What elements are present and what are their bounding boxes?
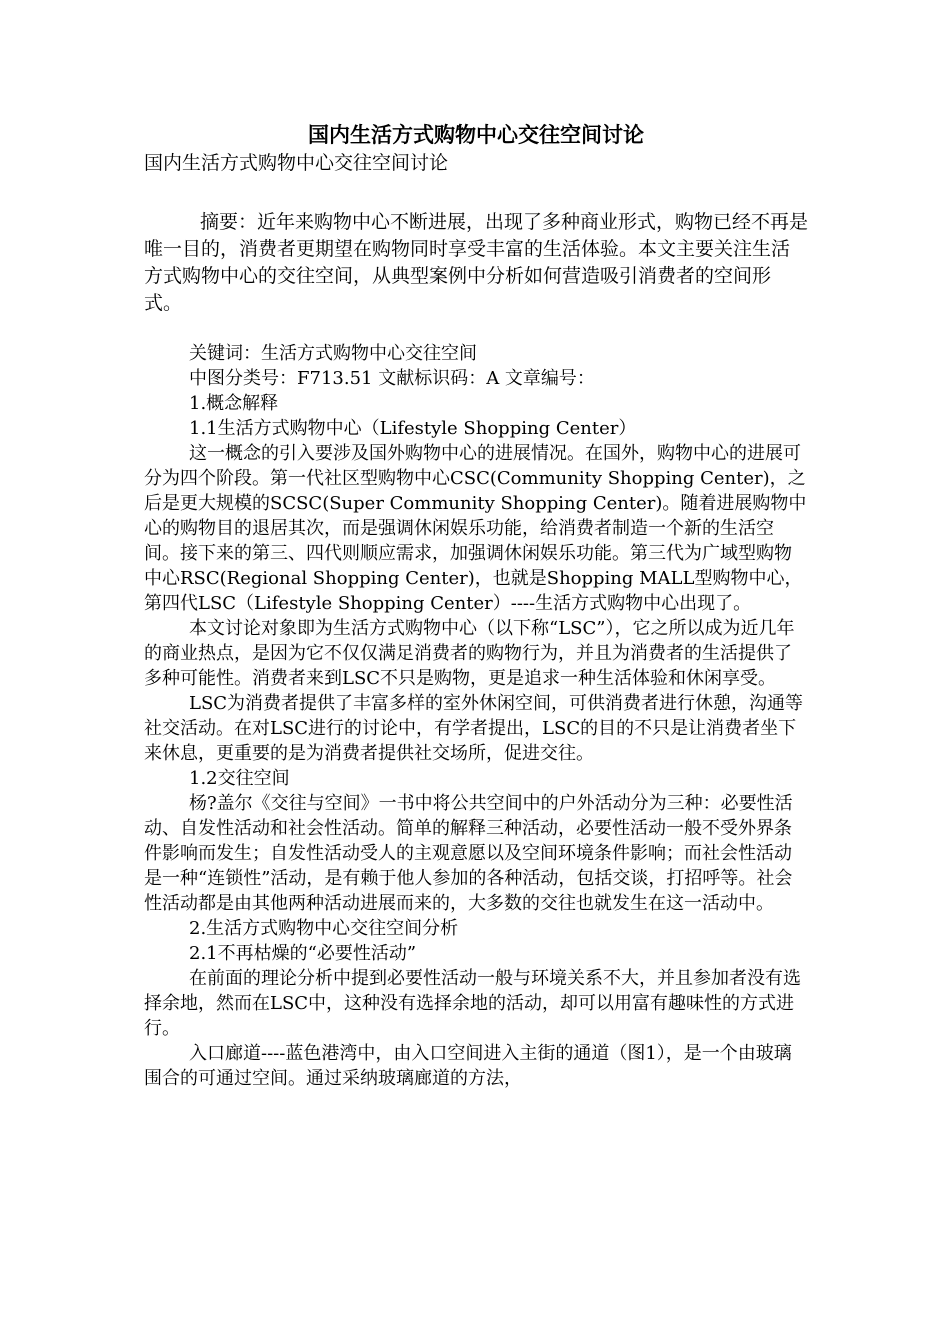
body-paragraph: 本文讨论对象即为生活方式购物中心（以下称“LSC”），它之所以成为近几年的商业热点，是因为它不仅仅满足消费者的购物行为，并且为消费者的生活提供了多种可能性。消费者来到LSC不只是购物，更是追求一种生活体验和休闲享受。: [144, 618, 795, 689]
keywords-line: 关键词：生活方式购物中心交往空间: [189, 343, 477, 364]
abstract-paragraph: 摘要：近年来购物中心不断进展，出现了多种商业形式，购物已经不再是唯一目的，消费者更期望在购物同时享受丰富的生活体验。本文主要关注生活方式购物中心的交往空间，从典型案例中分析如何营造吸引消费者的空间形式。: [144, 211, 809, 314]
subsection-heading: 1.1生活方式购物中心（Lifestyle Shopping Center）: [189, 418, 637, 439]
body-paragraph: 在前面的理论分析中提到必要性活动一般与环境关系不大，并且参加者没有选择余地，然而在LSC中，这种没有选择余地的活动，却可以用富有趣味性的方式进行。: [144, 968, 801, 1039]
document-subtitle: 国内生活方式购物中心交往空间讨论: [144, 152, 449, 174]
subsection-heading: 2.1不再枯燥的“必要性活动”: [189, 943, 417, 964]
document-title: 国内生活方式购物中心交往空间讨论: [308, 122, 644, 147]
subsection-heading: 1.2交往空间: [189, 768, 290, 789]
body-paragraph: LSC为消费者提供了丰富多样的室外休闲空间，可供消费者进行休憩，沟通等社交活动。在对LSC进行的讨论中，有学者提出，LSC的目的不只是让消费者坐下来休息，更重要的是为消费者提供社交场所，促进交往。: [144, 693, 804, 764]
section-heading: 1.概念解释: [189, 393, 279, 414]
document-page: [144, 120, 808, 1091]
body-paragraph: 入口廊道----蓝色港湾中，由入口空间进入主街的通道（图1），是一个由玻璃围合的可通过空间。通过采纳玻璃廊道的方法，: [144, 1043, 792, 1089]
section-heading: 2.生活方式购物中心交往空间分析: [189, 918, 459, 939]
body-paragraph: 这一概念的引入要涉及国外购物中心的进展情况。在国外，购物中心的进展可分为四个阶段。第一代社区型购物中心CSC(Community Shopping Center)，之后是更大规模的SCSC(Super Community Shopping Center)。随着进展购物中心的购物目的退居其次，而是强调休闲娱乐功能，给消费者制造一个新的生活空间。接下来的第三、四代则顺应需求，加强调休闲娱乐功能。第三代为广域型购物中心RSC(Regional Shopping Center)，也就是Shopping MALL型购物中心，第四代LSC（Lifestyle Shopping Center）----生活方式购物中心出现了。: [144, 443, 807, 614]
classification-line: 中图分类号：F713.51 文献标识码：A 文章编号：: [189, 368, 595, 389]
body-paragraph: 杨?盖尔《交往与空间》一书中将公共空间中的户外活动分为三种：必要性活动、自发性活动和社会性活动。简单的解释三种活动，必要性活动一般不受外界条件影响而发生；自发性活动受人的主观意愿以及空间环境条件影响；而社会性活动是一种“连锁性”活动，是有赖于他人参加的各种活动，包括交谈，打招呼等。社会性活动都是由其他两种活动进展而来的，大多数的交往也就发生在这一活动中。: [144, 793, 793, 914]
